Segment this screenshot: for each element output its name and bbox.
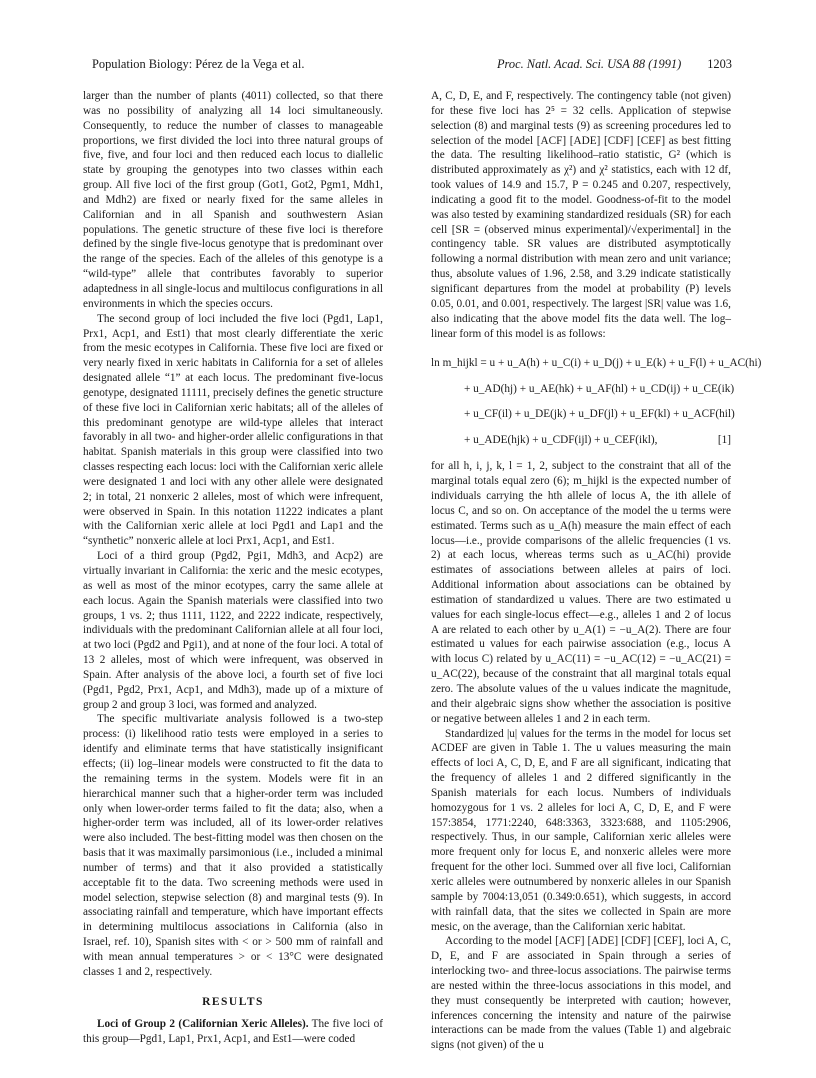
running-head-right — [497, 57, 732, 72]
left-column — [83, 89, 383, 1047]
paragraph-text: The five loci of this group—Pgd1, Lap1, Prx1, Acp1, and Est1—were coded — [83, 1018, 383, 1046]
paragraph: A, C, D, E, and F, respectively. The contingency table (not given) for these five loci has 2⁵ = 32 cells. Application of stepwise selection (8) and marginal tests (9) as screening procedures led to selection of the model [ACF] [ADE] [CDF] [CEF] as best fitting the data. The resulting likelihood–ratio statistic, G² (which is distributed approximately as χ²) and χ² statistics, each with 12 df, took values of 14.9 and 15.7, P = 0.245 and 0.207, respectively, indicating a good fit to the model. Goodness-of-fit to the model was also tested by examining standardized residuals (SR) for each cell [SR = (observed minus experimental)/√experimental] in the contingency table. SR values are distributed asymptotically following a normal distribution with mean zero and unit variance; thus, absolute values of 1.96, 2.58, and 3.29 indicate statistically significant departures from the model at probability (P) levels 0.05, 0.01, and 0.001, respectively. The largest |SR| value was 1.6, also indicating that the above model fits the data well. The log–linear form of this model is as follows: — [431, 90, 731, 340]
paragraph: Standardized |u| values for the terms in the model for locus set ACDEF are given in Table 1. The u values measuring the main effects of loci A, C, D, E, and F are all significant, indicating that the frequency of alleles 1 and 2 differed significantly in the Spanish materials for each locus. Numbers of individuals homozygous for 1 vs. 2 alleles for loci A, C, D, E, and F were 157:3854, 1771:2240, 648:3363, 3323:688, and 1105:2906, respectively. Thus, in our sample, Californian xeric alleles were more frequent only for locus E, and nonxeric alleles were more frequent for the other loci. Summed over all five loci, Californian xeric alleles were outnumbered by nonxeric alleles in our Spanish sample by 7004:13,051 (0.349:0.651), which suggests, in accord with rainfall data, that the sites we collected in Spain are more mesic, on the average, than the Californian xeric habitat. — [431, 727, 731, 933]
equation-line: + u_CF(il) + u_DE(jk) + u_DF(jl) + u_EF(kl) + u_ACF(hil) — [464, 408, 735, 421]
paragraph: for all h, i, j, k, l = 1, 2, subject to the constraint that all of the marginal totals equal zero (6); m_hijkl is the expected number of individuals carrying the hth allele of locus A, the ith allele of locus C, and so on. On acceptance of the model the u terms were estimated. Terms such as u_A(h) measure the main effect of each locus—i.e., provide comparisons of the allelic frequencies (1 vs. 2) at each locus, whereas terms such as u_AC(hi) provide estimates of associations between alleles at pairs of loci. Additional information about associations can be obtained by estimation of standardized u values. There are two estimated u values for each single-locus effect—e.g., alleles 1 and 2 of locus A are related to each other by u_A(1) = −u_A(2). There are four estimated u values for each pairwise association (e.g., locus A with locus C) related by u_AC(11) = −u_AC(12) = −u_AC(21) = u_AC(22), because of the constraint that all marginal totals equal zero. The absolute values of the u values indicate the magnitude, and their algebraic signs show whether the association is positive or negative between alleles 1 and 2 in each term. — [431, 460, 731, 725]
paragraph: According to the model [ACF] [ADE] [CDF] [CEF], loci A, C, D, E, and F are associated in Spain through a series of interlocking two- and three-locus associations. The pairwise terms are nested within the three-locus associations in this model, and they must consequently be interpreted with caution; however, inferences concerning the intensity and nature of the pairwise interactions can be made from the values (Table 1) and algebraic signs (not given) of the u — [431, 935, 731, 1052]
paragraph: Loci of a third group (Pgd2, Pgi1, Mdh3, and Acp2) are virtually invariant in California: the xeric and the mesic ecotypes, as well as most of the minor ecotypes, carry the same allele at each locus. Again the Spanish materials were classified into two groups, 1 vs. 2; thus 1111, 1122, and 2222 indicate, respectively, individuals with the predominant Californian allele at all four loci, at two loci (Pgd2 and Pgi1), and at none of the four loci. A total of 13 2 alleles, most of which were infrequent, was observed in Spain. After analysis of the above loci, a fourth set of five loci (Pgd1, Pgd2, Prx1, Acp1, and Mdh3), made up of a mixture of group 2 and group 3 loci, was formed and analyzed. — [83, 550, 383, 711]
equation-1 — [431, 351, 762, 453]
paragraph — [83, 1017, 383, 1047]
running-head-title: Population Biology: Pérez de la Vega et al. — [92, 57, 305, 71]
equation-line: + u_AD(hj) + u_AE(hk) + u_AF(hl) + u_CD(ij) + u_CE(ik) — [464, 382, 735, 395]
right-column — [431, 89, 762, 1053]
paragraph: The second group of loci included the five loci (Pgd1, Lap1, Prx1, Acp1, and Est1) that most clearly differentiate the xeric from the mesic ecotypes in California. These five loci are fixed or very nearly fixed in xeric habitats in California for a set of alleles designated allele “1” at each locus. The predominant five-locus genotype, designated 11111, precisely defines the genetic structure of these five loci in Californian xeric habitats; all of the alleles of this predominant genotype are wild-type alleles that interact favorably in all two- and higher-order allelic configurations in that habitat. Spanish materials in this group were classified into two classes respecting each locus: loci with the Californian xeric allele were designated 1 and loci with any other allele were designated 2; in total, 21 nonxeric 2 alleles, most of which were infrequent, were observed in Spain. In this notation 11222 indicates a plant with the Californian xeric allele at loci Pgd1 and Lap1 and the “synthetic” nonxeric allele at loci Prx1, Acp1, and Est1. — [83, 312, 383, 548]
equation-line: + u_ADE(hjk) + u_CDF(ijl) + u_CEF(ikl), — [464, 433, 658, 446]
equation-line-last — [431, 428, 731, 454]
subsection-runin-heading: Loci of Group 2 (Californian Xeric Alleles). — [97, 1018, 309, 1031]
equation-line: ln m_hijkl = u + u_A(h) + u_C(i) + u_D(j) + u_E(k) + u_F(l) + u_AC(hi) — [431, 357, 762, 370]
section-heading-results: RESULTS — [202, 995, 264, 1008]
equation-number: [1] — [717, 433, 731, 446]
journal-citation: Proc. Natl. Acad. Sci. USA 88 (1991) — [496, 57, 682, 71]
running-header — [92, 57, 732, 73]
paragraph: larger than the number of plants (4011) collected, so that there was no possibility of analyzing all 14 loci simultaneously. Consequently, to reduce the number of classes to manageable proportions, we first divided the loci into three natural groups of five, five, and four loci and then reduced each locus to diallelic state by grouping the genotypes into two classes within each group. All five loci of the first group (Got1, Got2, Pgm1, Mdh1, and Mdh2) are fixed or nearly fixed for the same alleles in Californian and in all Spanish and southwestern Asian populations. The genetic structure of these five loci is therefore defined by the single five-locus genotype that is predominant over the range of the species. Each of the alleles of this genotype is a “wild-type” allele that contributes favorably to superior adaptedness in all single-locus and multilocus configurations in all environments in which the species occurs. — [83, 90, 383, 310]
page-number: 1203 — [707, 57, 732, 71]
paragraph: The specific multivariate analysis followed is a two-step process: (i) likelihood ratio tests were employed in a series to identify and eliminate terms that have statistically insignificant effects; (ii) log–linear models were constructed to fit the data to the remaining terms in the system. Models were fit in an hierarchical manner such that a higher-order term was included only when lower-order terms failed to fit the data; also, when a higher-order term was included, all of its lower-order relatives were also included. The best-fitting model was then chosen on the basis that it was maximally parsimonious (i.e., included a minimal number of terms) and that it also provided a statistically acceptable fit to the data. Two screening methods were used in model selection, stepwise selection (8) and marginal tests (9). In associating rainfall and temperature, which have important effects in determining multilocus associations in California (also in Israel, ref. 10), Spanish sites with < or > 500 mm of rainfall and with mean annual temperatures > or < 13°C were designated classes 1 and 2, respectively. — [83, 713, 383, 978]
